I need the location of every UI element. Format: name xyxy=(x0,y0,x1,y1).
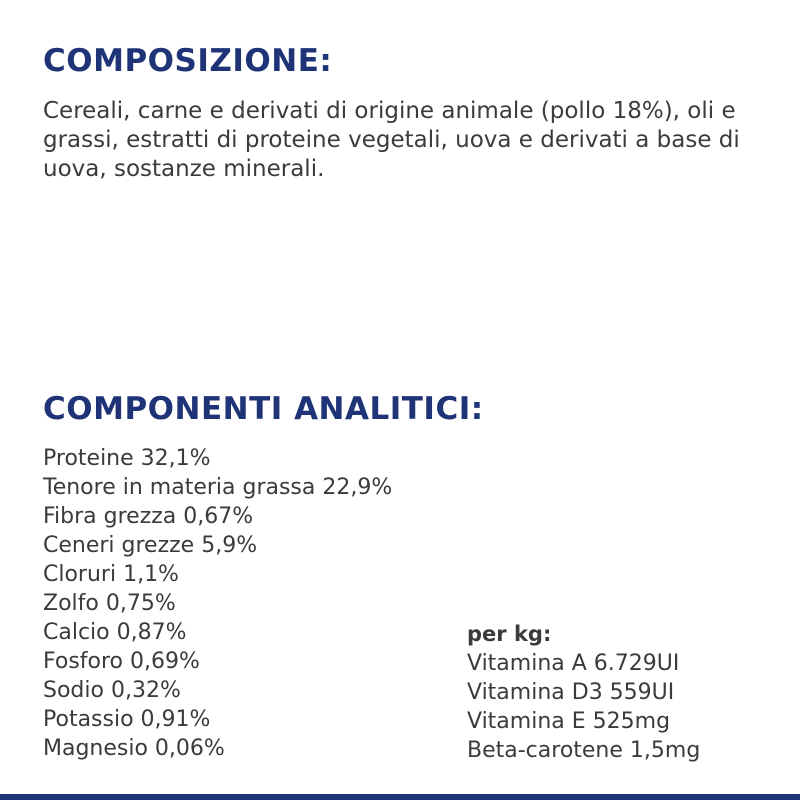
vitamin-item-beta-carotene: Beta-carotene 1,5mg xyxy=(467,738,701,763)
bottom-accent-bar xyxy=(0,794,800,800)
analytic-item-phosphorus: Fosforo 0,69% xyxy=(43,649,200,674)
analytic-item-potassium: Potassio 0,91% xyxy=(43,707,211,732)
analytic-item-calcium: Calcio 0,87% xyxy=(43,620,187,645)
composition-text: Cereali, carne e derivati di origine animale (pollo 18%), oli e grassi, estratti di proteine vegetali, uova e derivati a base di uova, sostanze minerali. xyxy=(43,98,740,182)
vitamin-item-e: Vitamina E 525mg xyxy=(467,709,671,734)
vitamin-item-a: Vitamina A 6.729UI xyxy=(467,651,680,676)
analytic-item-protein: Proteine 32,1% xyxy=(43,446,211,471)
vitamin-item-d3: Vitamina D3 559UI xyxy=(467,680,675,705)
analytic-item-sodium: Sodio 0,32% xyxy=(43,678,181,703)
per-kg-section xyxy=(467,620,700,765)
analytics-heading: COMPONENTI ANALITICI: xyxy=(43,391,484,427)
analytic-item-ash: Ceneri grezze 5,9% xyxy=(43,533,258,558)
analytic-item-chlorides: Cloruri 1,1% xyxy=(43,562,179,587)
vitamin-list xyxy=(467,649,700,765)
analytics-list xyxy=(43,444,392,763)
per-kg-title: per kg: xyxy=(467,622,552,646)
analytic-item-magnesium: Magnesio 0,06% xyxy=(43,736,225,761)
composition-heading: COMPOSIZIONE: xyxy=(43,43,333,79)
analytic-item-fiber: Fibra grezza 0,67% xyxy=(43,504,254,529)
analytic-item-sulfur: Zolfo 0,75% xyxy=(43,591,176,616)
analytic-item-fat: Tenore in materia grassa 22,9% xyxy=(43,475,393,500)
